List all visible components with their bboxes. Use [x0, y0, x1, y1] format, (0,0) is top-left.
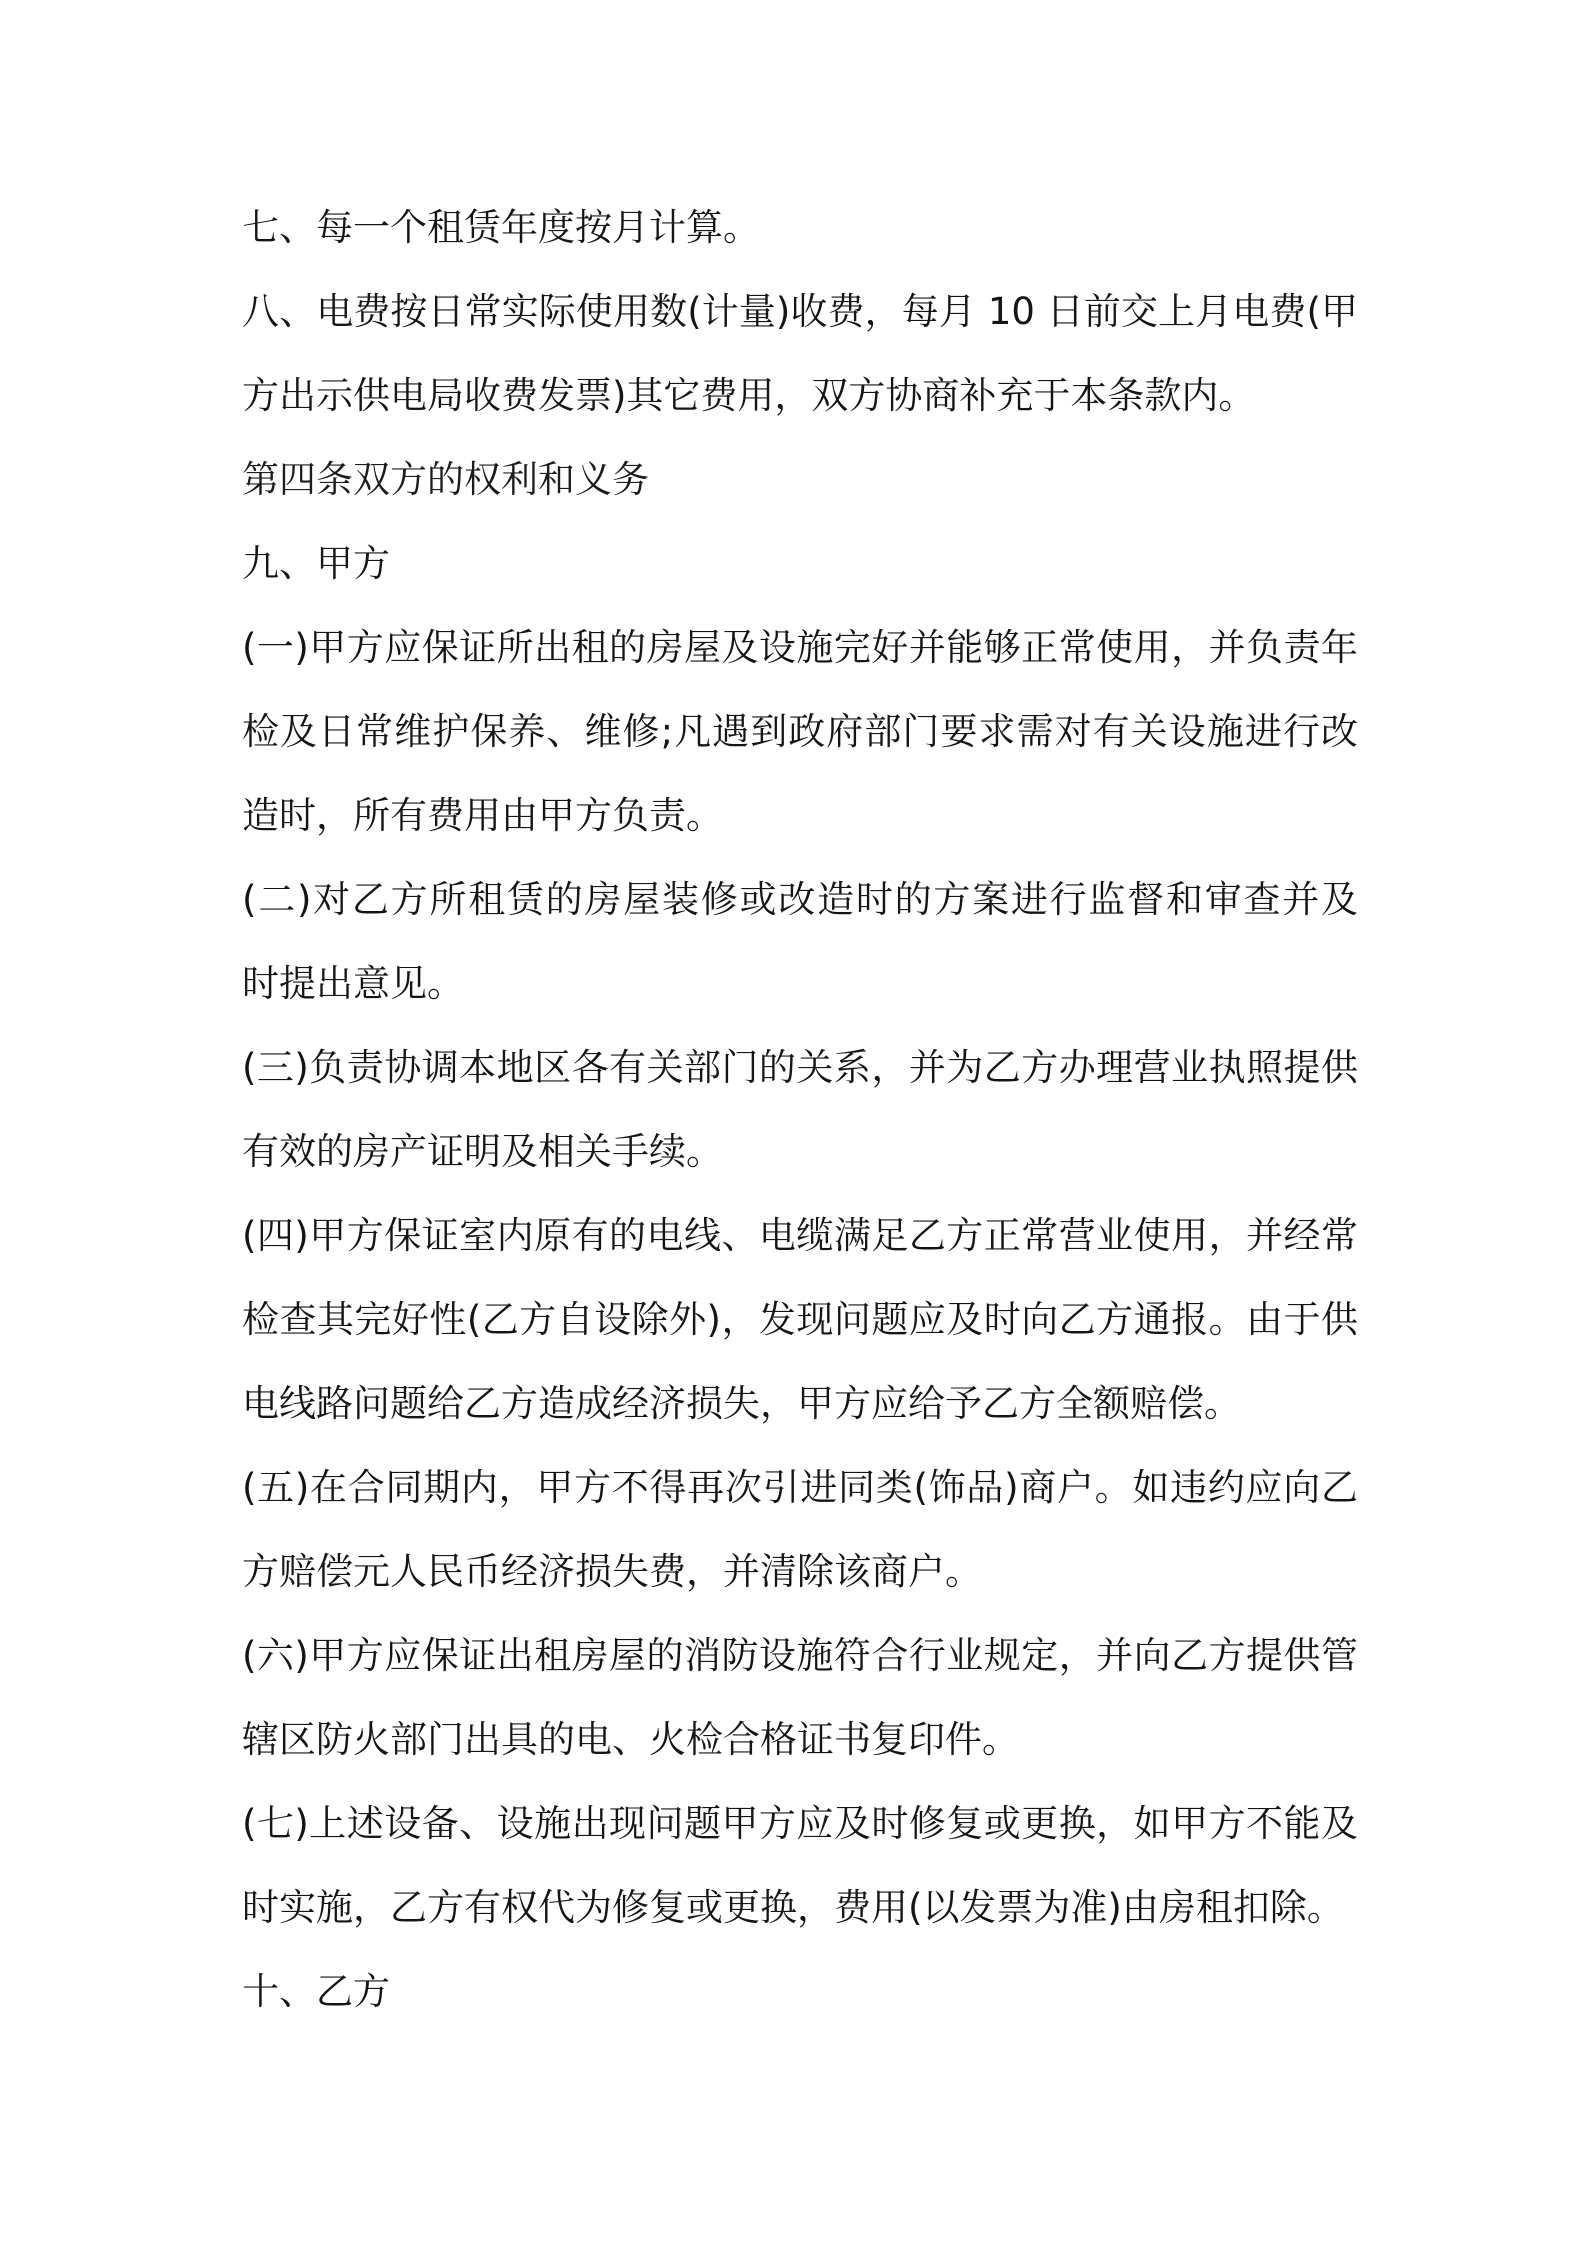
party-a-item-6 [242, 1614, 1358, 1782]
text-line: (四)甲方保证室内原有的电线、电缆满足乙方正常营业使用，并经常 [242, 1214, 1358, 1257]
clause-10-party-b-heading [242, 1950, 1358, 2034]
text-line: 七、每一个租赁年度按月计算。 [242, 206, 760, 249]
party-a-item-7 [242, 1782, 1358, 1950]
text-line: (二)对乙方所租赁的房屋装修或改造时的方案进行监督和审查并及 [242, 878, 1358, 921]
text-line: 辖区防火部门出具的电、火检合格证书复印件。 [242, 1718, 1019, 1761]
party-a-item-3 [242, 1026, 1358, 1194]
text-line: (三)负责协调本地区各有关部门的关系，并为乙方办理营业执照提供 [242, 1046, 1358, 1089]
clause-7-monthly-calculation [242, 186, 1358, 270]
article-4-heading [242, 438, 1358, 522]
party-a-item-2 [242, 858, 1358, 1026]
text-line: 造时，所有费用由甲方负责。 [242, 794, 723, 837]
clause-heading: 九、甲方 [242, 542, 390, 585]
text-line: 有效的房产证明及相关手续。 [242, 1130, 723, 1173]
clause-9-party-a-heading [242, 522, 1358, 606]
text-line: (五)在合同期内，甲方不得再次引进同类(饰品)商户。如违约应向乙 [242, 1466, 1358, 1509]
clause-8-electricity-fee [242, 270, 1358, 438]
text-line: 时实施，乙方有权代为修复或更换，费用(以发票为准)由房租扣除。 [242, 1886, 1344, 1929]
text-line: 方赔偿元人民币经济损失费，并清除该商户。 [242, 1550, 982, 1593]
clause-heading: 十、乙方 [242, 1970, 390, 2013]
section-heading: 第四条双方的权利和义务 [242, 458, 649, 501]
text-line: (七)上述设备、设施出现问题甲方应及时修复或更换，如甲方不能及 [242, 1802, 1358, 1845]
text-line: (六)甲方应保证出租房屋的消防设施符合行业规定，并向乙方提供管 [242, 1634, 1358, 1677]
text-line: 方出示供电局收费发票)其它费用，双方协商补充于本条款内。 [242, 374, 1256, 417]
text-line: 时提出意见。 [242, 962, 464, 1005]
text-line: 检查其完好性(乙方自设除外)，发现问题应及时向乙方通报。由于供 [242, 1298, 1358, 1341]
document-body [242, 186, 1358, 2034]
text-line: 检及日常维护保养、维修;凡遇到政府部门要求需对有关设施进行改 [242, 710, 1358, 753]
text-line: (一)甲方应保证所出租的房屋及设施完好并能够正常使用，并负责年 [242, 626, 1358, 669]
party-a-item-1 [242, 606, 1358, 858]
party-a-item-4 [242, 1194, 1358, 1446]
text-line: 电线路问题给乙方造成经济损失，甲方应给予乙方全额赔偿。 [242, 1382, 1241, 1425]
text-line: 八、电费按日常实际使用数(计量)收费，每月 10 日前交上月电费(甲 [242, 290, 1358, 333]
party-a-item-5 [242, 1446, 1358, 1614]
